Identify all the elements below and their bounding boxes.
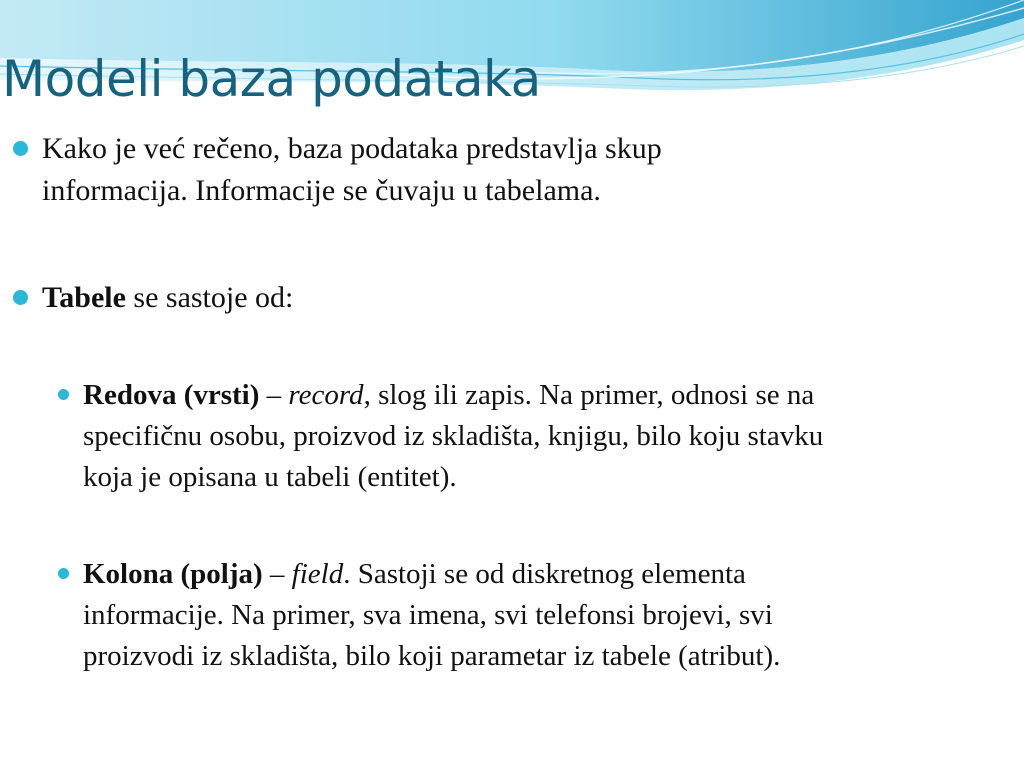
dash: – xyxy=(259,379,289,411)
term-record: record xyxy=(288,379,364,411)
sub-bullet-columns xyxy=(0,554,1024,677)
sub-bullet-rows xyxy=(0,375,1024,498)
bullet-line: informacija. Informacije se čuvaju u tabelama. xyxy=(42,174,601,207)
bullet-line: proizvodi iz skladišta, bilo koji parametar iz tabele (atribut). xyxy=(83,640,781,672)
bullet-line: specifičnu osobu, proizvod iz skladišta, knjigu, bilo koju stavku xyxy=(83,420,824,452)
bullet-line: informacije. Na primer, sva imena, svi telefonsi brojevi, svi xyxy=(83,599,773,631)
slide-content xyxy=(0,128,1024,677)
bullet-dot-icon xyxy=(13,141,28,156)
bullet-line: koja je opisana u tabeli (entitet). xyxy=(83,461,457,493)
bullet-dot-icon xyxy=(58,568,69,579)
term-tables: Tabele xyxy=(42,281,126,314)
bullet-text: , slog ili zapis. Na primer, odnosi se na xyxy=(363,379,815,411)
term-columns: Kolona (polja) xyxy=(83,558,263,590)
dash: – xyxy=(262,558,292,590)
bullet-line xyxy=(83,554,1024,595)
bullet-line: Kako je već rečeno, baza podataka predstavlja skup xyxy=(42,132,662,165)
bullet-dot-icon xyxy=(58,389,69,400)
bullet-line xyxy=(83,375,1024,416)
term-rows: Redova (vrsti) xyxy=(83,379,260,411)
term-field: field xyxy=(291,558,344,590)
bullet-dot-icon xyxy=(13,290,28,305)
bullet-tables xyxy=(0,277,1024,319)
bullet-text: . Sastoji se od diskretnog elementa xyxy=(343,558,746,590)
bullet-databases xyxy=(0,128,1024,212)
slide-title: Modeli baza podataka xyxy=(2,50,541,108)
bullet-text: se sastoje od: xyxy=(125,281,294,314)
bullet-line xyxy=(42,277,1024,319)
